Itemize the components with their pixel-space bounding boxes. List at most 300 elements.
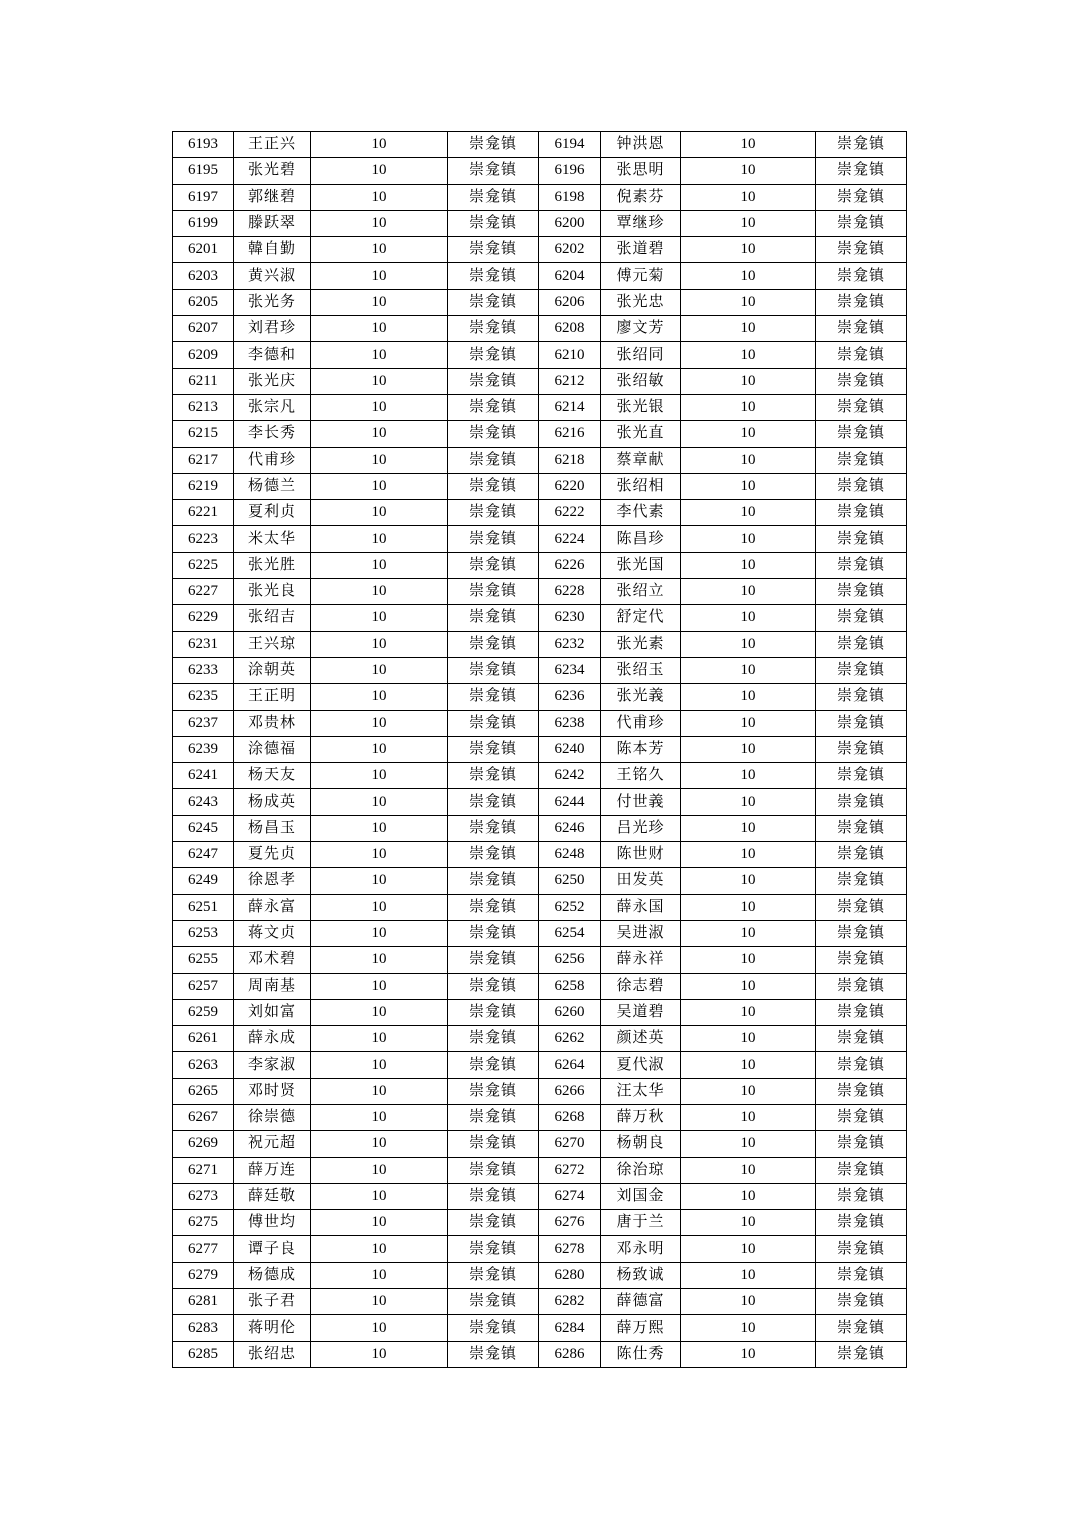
town-cell: 崇龛镇 <box>448 1026 539 1052</box>
town-cell: 崇龛镇 <box>816 473 907 499</box>
name-cell: 张光直 <box>601 421 681 447</box>
name-cell: 薛永成 <box>234 1026 311 1052</box>
name-cell: 张绍立 <box>601 579 681 605</box>
town-cell: 崇龛镇 <box>816 1315 907 1341</box>
serial-cell: 6280 <box>539 1262 601 1288</box>
town-cell: 崇龛镇 <box>816 684 907 710</box>
town-cell: 崇龛镇 <box>816 447 907 473</box>
serial-cell: 6238 <box>539 710 601 736</box>
amount-cell: 10 <box>681 789 816 815</box>
name-cell: 夏代淑 <box>601 1052 681 1078</box>
serial-cell: 6208 <box>539 316 601 342</box>
amount-cell: 10 <box>681 237 816 263</box>
town-cell: 崇龛镇 <box>448 631 539 657</box>
amount-cell: 10 <box>311 1026 448 1052</box>
amount-cell: 10 <box>681 579 816 605</box>
serial-cell: 6232 <box>539 631 601 657</box>
name-cell: 周南基 <box>234 973 311 999</box>
serial-cell: 6218 <box>539 447 601 473</box>
serial-cell: 6197 <box>173 184 234 210</box>
amount-cell: 10 <box>681 684 816 710</box>
name-cell: 邓永明 <box>601 1236 681 1262</box>
name-cell: 王铭久 <box>601 763 681 789</box>
town-cell: 崇龛镇 <box>448 289 539 315</box>
name-cell: 邓时贤 <box>234 1078 311 1104</box>
town-cell: 崇龛镇 <box>448 1262 539 1288</box>
table-row <box>173 868 907 894</box>
name-cell: 邓贵林 <box>234 710 311 736</box>
name-cell: 薛德富 <box>601 1289 681 1315</box>
amount-cell: 10 <box>681 657 816 683</box>
amount-cell: 10 <box>311 421 448 447</box>
town-cell: 崇龛镇 <box>448 132 539 158</box>
amount-cell: 10 <box>681 973 816 999</box>
table-row <box>173 842 907 868</box>
town-cell: 崇龛镇 <box>448 1078 539 1104</box>
name-cell: 薛万秋 <box>601 1104 681 1130</box>
table-row <box>173 631 907 657</box>
town-cell: 崇龛镇 <box>448 421 539 447</box>
table-row <box>173 342 907 368</box>
town-cell: 崇龛镇 <box>816 1210 907 1236</box>
name-cell: 刘如富 <box>234 999 311 1025</box>
town-cell: 崇龛镇 <box>448 1183 539 1209</box>
table-row <box>173 1157 907 1183</box>
town-cell: 崇龛镇 <box>816 289 907 315</box>
name-cell: 廖文芳 <box>601 316 681 342</box>
name-cell: 薛万连 <box>234 1157 311 1183</box>
serial-cell: 6242 <box>539 763 601 789</box>
amount-cell: 10 <box>311 473 448 499</box>
town-cell: 崇龛镇 <box>448 342 539 368</box>
amount-cell: 10 <box>681 1210 816 1236</box>
serial-cell: 6235 <box>173 684 234 710</box>
name-cell: 颜述英 <box>601 1026 681 1052</box>
name-cell: 唐于兰 <box>601 1210 681 1236</box>
serial-cell: 6278 <box>539 1236 601 1262</box>
amount-cell: 10 <box>681 500 816 526</box>
table-row <box>173 710 907 736</box>
name-cell: 陈世财 <box>601 842 681 868</box>
serial-cell: 6198 <box>539 184 601 210</box>
name-cell: 张光国 <box>601 552 681 578</box>
town-cell: 崇龛镇 <box>448 1289 539 1315</box>
town-cell: 崇龛镇 <box>448 868 539 894</box>
amount-cell: 10 <box>311 1341 448 1367</box>
name-cell: 张绍相 <box>601 473 681 499</box>
amount-cell: 10 <box>681 368 816 394</box>
name-cell: 韓自勤 <box>234 237 311 263</box>
table-row <box>173 473 907 499</box>
amount-cell: 10 <box>681 526 816 552</box>
serial-cell: 6209 <box>173 342 234 368</box>
name-cell: 舒定代 <box>601 605 681 631</box>
serial-cell: 6217 <box>173 447 234 473</box>
table-row <box>173 500 907 526</box>
serial-cell: 6224 <box>539 526 601 552</box>
amount-cell: 10 <box>311 184 448 210</box>
amount-cell: 10 <box>311 158 448 184</box>
amount-cell: 10 <box>681 210 816 236</box>
amount-cell: 10 <box>311 394 448 420</box>
table-row <box>173 579 907 605</box>
town-cell: 崇龛镇 <box>448 579 539 605</box>
name-cell: 李长秀 <box>234 421 311 447</box>
town-cell: 崇龛镇 <box>448 526 539 552</box>
amount-cell: 10 <box>311 1262 448 1288</box>
amount-cell: 10 <box>681 289 816 315</box>
serial-cell: 6213 <box>173 394 234 420</box>
serial-cell: 6276 <box>539 1210 601 1236</box>
town-cell: 崇龛镇 <box>448 710 539 736</box>
serial-cell: 6215 <box>173 421 234 447</box>
town-cell: 崇龛镇 <box>816 1078 907 1104</box>
name-cell: 徐崇德 <box>234 1104 311 1130</box>
amount-cell: 10 <box>681 1183 816 1209</box>
town-cell: 崇龛镇 <box>448 789 539 815</box>
serial-cell: 6246 <box>539 815 601 841</box>
serial-cell: 6214 <box>539 394 601 420</box>
serial-cell: 6247 <box>173 842 234 868</box>
town-cell: 崇龛镇 <box>448 1052 539 1078</box>
name-cell: 张绍玉 <box>601 657 681 683</box>
name-cell: 蒋文贞 <box>234 920 311 946</box>
town-cell: 崇龛镇 <box>448 158 539 184</box>
name-cell: 薛廷敬 <box>234 1183 311 1209</box>
serial-cell: 6249 <box>173 868 234 894</box>
town-cell: 崇龛镇 <box>816 1104 907 1130</box>
town-cell: 崇龛镇 <box>448 184 539 210</box>
serial-cell: 6255 <box>173 947 234 973</box>
amount-cell: 10 <box>311 342 448 368</box>
name-cell: 李代素 <box>601 500 681 526</box>
name-cell: 覃继珍 <box>601 210 681 236</box>
serial-cell: 6254 <box>539 920 601 946</box>
amount-cell: 10 <box>311 1210 448 1236</box>
table-row <box>173 421 907 447</box>
name-cell: 张绍吉 <box>234 605 311 631</box>
town-cell: 崇龛镇 <box>448 1131 539 1157</box>
town-cell: 崇龛镇 <box>816 947 907 973</box>
name-cell: 蔡章献 <box>601 447 681 473</box>
town-cell: 崇龛镇 <box>816 710 907 736</box>
name-cell: 黄兴淑 <box>234 263 311 289</box>
town-cell: 崇龛镇 <box>816 1052 907 1078</box>
amount-cell: 10 <box>681 1236 816 1262</box>
serial-cell: 6274 <box>539 1183 601 1209</box>
amount-cell: 10 <box>681 815 816 841</box>
amount-cell: 10 <box>681 394 816 420</box>
serial-cell: 6222 <box>539 500 601 526</box>
serial-cell: 6266 <box>539 1078 601 1104</box>
serial-cell: 6272 <box>539 1157 601 1183</box>
amount-cell: 10 <box>311 237 448 263</box>
amount-cell: 10 <box>681 631 816 657</box>
town-cell: 崇龛镇 <box>816 316 907 342</box>
table-row <box>173 526 907 552</box>
serial-cell: 6281 <box>173 1289 234 1315</box>
town-cell: 崇龛镇 <box>448 736 539 762</box>
amount-cell: 10 <box>311 973 448 999</box>
table-row <box>173 894 907 920</box>
serial-cell: 6239 <box>173 736 234 762</box>
name-cell: 张光良 <box>234 579 311 605</box>
town-cell: 崇龛镇 <box>448 815 539 841</box>
amount-cell: 10 <box>311 789 448 815</box>
name-cell: 杨致诚 <box>601 1262 681 1288</box>
amount-cell: 10 <box>681 1157 816 1183</box>
name-cell: 杨成英 <box>234 789 311 815</box>
town-cell: 崇龛镇 <box>816 1262 907 1288</box>
town-cell: 崇龛镇 <box>816 552 907 578</box>
serial-cell: 6196 <box>539 158 601 184</box>
town-cell: 崇龛镇 <box>448 657 539 683</box>
town-cell: 崇龛镇 <box>448 1104 539 1130</box>
name-cell: 张光義 <box>601 684 681 710</box>
town-cell: 崇龛镇 <box>816 210 907 236</box>
table-row <box>173 447 907 473</box>
amount-cell: 10 <box>681 868 816 894</box>
serial-cell: 6253 <box>173 920 234 946</box>
town-cell: 崇龛镇 <box>448 684 539 710</box>
amount-cell: 10 <box>311 1315 448 1341</box>
amount-cell: 10 <box>311 1104 448 1130</box>
town-cell: 崇龛镇 <box>816 605 907 631</box>
name-cell: 滕跃翠 <box>234 210 311 236</box>
table-row <box>173 1341 907 1367</box>
table-row <box>173 1183 907 1209</box>
amount-cell: 10 <box>311 289 448 315</box>
name-cell: 徐治琼 <box>601 1157 681 1183</box>
serial-cell: 6257 <box>173 973 234 999</box>
serial-cell: 6258 <box>539 973 601 999</box>
table-row <box>173 316 907 342</box>
amount-cell: 10 <box>311 999 448 1025</box>
amount-cell: 10 <box>311 1183 448 1209</box>
table-row <box>173 684 907 710</box>
amount-cell: 10 <box>681 316 816 342</box>
town-cell: 崇龛镇 <box>816 631 907 657</box>
amount-cell: 10 <box>681 1315 816 1341</box>
amount-cell: 10 <box>311 552 448 578</box>
amount-cell: 10 <box>311 868 448 894</box>
name-cell: 谭子良 <box>234 1236 311 1262</box>
serial-cell: 6245 <box>173 815 234 841</box>
name-cell: 米太华 <box>234 526 311 552</box>
amount-cell: 10 <box>311 1131 448 1157</box>
serial-cell: 6279 <box>173 1262 234 1288</box>
amount-cell: 10 <box>681 763 816 789</box>
serial-cell: 6216 <box>539 421 601 447</box>
table-row <box>173 1262 907 1288</box>
town-cell: 崇龛镇 <box>448 237 539 263</box>
serial-cell: 6227 <box>173 579 234 605</box>
amount-cell: 10 <box>311 763 448 789</box>
amount-cell: 10 <box>311 631 448 657</box>
name-cell: 薛万熙 <box>601 1315 681 1341</box>
amount-cell: 10 <box>681 605 816 631</box>
serial-cell: 6219 <box>173 473 234 499</box>
serial-cell: 6228 <box>539 579 601 605</box>
amount-cell: 10 <box>681 999 816 1025</box>
town-cell: 崇龛镇 <box>816 920 907 946</box>
serial-cell: 6223 <box>173 526 234 552</box>
town-cell: 崇龛镇 <box>816 999 907 1025</box>
name-cell: 涂朝英 <box>234 657 311 683</box>
name-cell: 郭继碧 <box>234 184 311 210</box>
name-cell: 杨德成 <box>234 1262 311 1288</box>
amount-cell: 10 <box>311 1157 448 1183</box>
serial-cell: 6199 <box>173 210 234 236</box>
name-cell: 张子君 <box>234 1289 311 1315</box>
town-cell: 崇龛镇 <box>816 184 907 210</box>
table-row <box>173 184 907 210</box>
serial-cell: 6283 <box>173 1315 234 1341</box>
serial-cell: 6263 <box>173 1052 234 1078</box>
name-cell: 张绍同 <box>601 342 681 368</box>
table-row <box>173 815 907 841</box>
amount-cell: 10 <box>311 210 448 236</box>
amount-cell: 10 <box>311 894 448 920</box>
serial-cell: 6277 <box>173 1236 234 1262</box>
name-cell: 张光务 <box>234 289 311 315</box>
name-cell: 王兴琼 <box>234 631 311 657</box>
name-cell: 付世義 <box>601 789 681 815</box>
town-cell: 崇龛镇 <box>816 263 907 289</box>
town-cell: 崇龛镇 <box>448 894 539 920</box>
name-cell: 薛永国 <box>601 894 681 920</box>
table-row <box>173 736 907 762</box>
table-row <box>173 237 907 263</box>
town-cell: 崇龛镇 <box>448 1210 539 1236</box>
name-cell: 张光银 <box>601 394 681 420</box>
town-cell: 崇龛镇 <box>448 947 539 973</box>
town-cell: 崇龛镇 <box>448 394 539 420</box>
serial-cell: 6206 <box>539 289 601 315</box>
serial-cell: 6221 <box>173 500 234 526</box>
serial-cell: 6252 <box>539 894 601 920</box>
name-cell: 薛永祥 <box>601 947 681 973</box>
town-cell: 崇龛镇 <box>448 552 539 578</box>
name-cell: 张光忠 <box>601 289 681 315</box>
town-cell: 崇龛镇 <box>448 763 539 789</box>
serial-cell: 6193 <box>173 132 234 158</box>
serial-cell: 6285 <box>173 1341 234 1367</box>
name-cell: 张宗凡 <box>234 394 311 420</box>
name-cell: 杨德兰 <box>234 473 311 499</box>
amount-cell: 10 <box>681 263 816 289</box>
serial-cell: 6226 <box>539 552 601 578</box>
serial-cell: 6194 <box>539 132 601 158</box>
amount-cell: 10 <box>311 657 448 683</box>
name-cell: 邓术碧 <box>234 947 311 973</box>
name-cell: 陈昌珍 <box>601 526 681 552</box>
serial-cell: 6282 <box>539 1289 601 1315</box>
amount-cell: 10 <box>681 1104 816 1130</box>
amount-cell: 10 <box>681 947 816 973</box>
name-cell: 傅元菊 <box>601 263 681 289</box>
town-cell: 崇龛镇 <box>816 237 907 263</box>
name-cell: 徐恩孝 <box>234 868 311 894</box>
town-cell: 崇龛镇 <box>816 1026 907 1052</box>
serial-cell: 6210 <box>539 342 601 368</box>
serial-cell: 6231 <box>173 631 234 657</box>
amount-cell: 10 <box>681 184 816 210</box>
name-cell: 李德和 <box>234 342 311 368</box>
town-cell: 崇龛镇 <box>448 999 539 1025</box>
amount-cell: 10 <box>681 421 816 447</box>
serial-cell: 6236 <box>539 684 601 710</box>
name-cell: 倪素芬 <box>601 184 681 210</box>
table-row <box>173 947 907 973</box>
name-cell: 吴进淑 <box>601 920 681 946</box>
town-cell: 崇龛镇 <box>448 500 539 526</box>
town-cell: 崇龛镇 <box>816 1183 907 1209</box>
serial-cell: 6271 <box>173 1157 234 1183</box>
town-cell: 崇龛镇 <box>816 394 907 420</box>
serial-cell: 6212 <box>539 368 601 394</box>
roster-table <box>172 131 907 1368</box>
amount-cell: 10 <box>311 710 448 736</box>
table-row <box>173 368 907 394</box>
amount-cell: 10 <box>311 947 448 973</box>
amount-cell: 10 <box>311 684 448 710</box>
name-cell: 张绍敏 <box>601 368 681 394</box>
amount-cell: 10 <box>681 342 816 368</box>
table-row <box>173 1026 907 1052</box>
amount-cell: 10 <box>311 1052 448 1078</box>
amount-cell: 10 <box>681 473 816 499</box>
amount-cell: 10 <box>681 158 816 184</box>
name-cell: 李家淑 <box>234 1052 311 1078</box>
serial-cell: 6225 <box>173 552 234 578</box>
name-cell: 杨朝良 <box>601 1131 681 1157</box>
name-cell: 徐志碧 <box>601 973 681 999</box>
serial-cell: 6220 <box>539 473 601 499</box>
table-row <box>173 1289 907 1315</box>
table-row <box>173 973 907 999</box>
town-cell: 崇龛镇 <box>448 210 539 236</box>
town-cell: 崇龛镇 <box>816 368 907 394</box>
amount-cell: 10 <box>681 1052 816 1078</box>
serial-cell: 6273 <box>173 1183 234 1209</box>
serial-cell: 6241 <box>173 763 234 789</box>
town-cell: 崇龛镇 <box>816 500 907 526</box>
amount-cell: 10 <box>311 920 448 946</box>
serial-cell: 6244 <box>539 789 601 815</box>
town-cell: 崇龛镇 <box>816 158 907 184</box>
table-row <box>173 789 907 815</box>
amount-cell: 10 <box>311 526 448 552</box>
serial-cell: 6256 <box>539 947 601 973</box>
name-cell: 代甫珍 <box>601 710 681 736</box>
amount-cell: 10 <box>311 1236 448 1262</box>
table-row <box>173 263 907 289</box>
serial-cell: 6240 <box>539 736 601 762</box>
name-cell: 田发英 <box>601 868 681 894</box>
town-cell: 崇龛镇 <box>448 1341 539 1367</box>
serial-cell: 6248 <box>539 842 601 868</box>
town-cell: 崇龛镇 <box>816 657 907 683</box>
name-cell: 涂德福 <box>234 736 311 762</box>
name-cell: 吕光珍 <box>601 815 681 841</box>
name-cell: 吴道碧 <box>601 999 681 1025</box>
name-cell: 张光庆 <box>234 368 311 394</box>
serial-cell: 6259 <box>173 999 234 1025</box>
amount-cell: 10 <box>681 1341 816 1367</box>
town-cell: 崇龛镇 <box>816 736 907 762</box>
serial-cell: 6233 <box>173 657 234 683</box>
